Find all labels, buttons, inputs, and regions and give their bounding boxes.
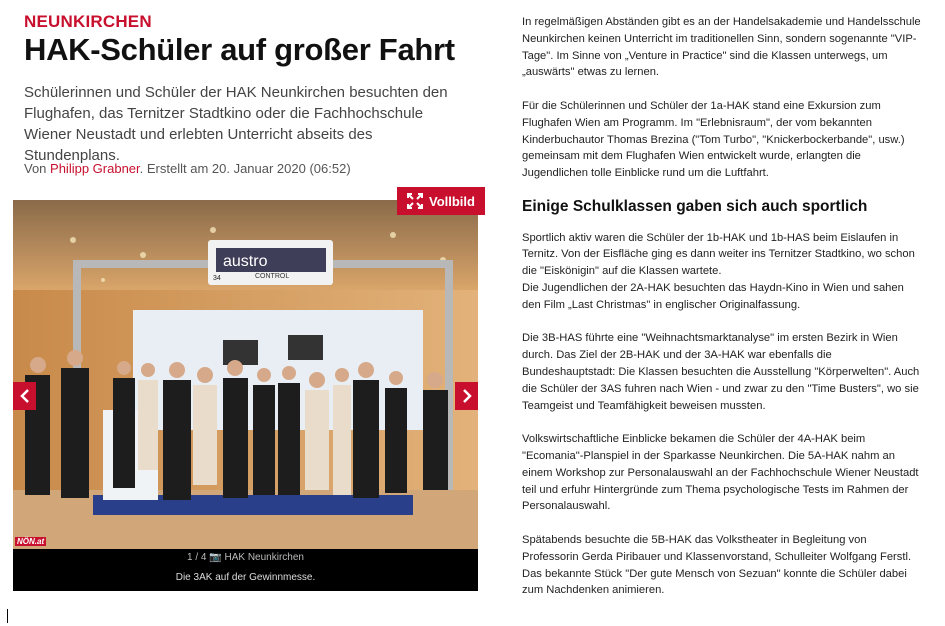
byline-prefix: Von: [24, 161, 51, 176]
gallery-prev-button[interactable]: [13, 382, 36, 410]
booth-sign-sub: CONTROL: [255, 273, 290, 280]
image-gallery: [13, 200, 478, 591]
article-kicker[interactable]: NEUNKIRCHEN: [24, 12, 152, 31]
gallery-photo[interactable]: [13, 200, 478, 549]
fullscreen-label: Vollbild: [429, 193, 475, 209]
body-paragraph: In regelmäßigen Abständen gibt es an der Handelsakademie und Handelsschule Neunkirchen keinen Unterricht im traditionellen Sinn, sondern sogenannte "VIP-Tage". Im Sinne von „Venture in Practice" sind die Klassen unterwegs, um „auswärts" etwas zu lernen.: [522, 16, 921, 79]
group-photo-illustration: [13, 200, 478, 549]
body-text: Die Jugendlichen der 2A-HAK besuchten das Haydn-Kino in Wien und sahen den Film „Last Christmas" in englischer Originalfassung.: [522, 281, 904, 311]
body-text: Sportlich aktiv waren die Schüler der 1b-HAK und 1b-HAS beim Eislaufen in Ternitz. Von der Eisfläche ging es dann weiter ins Ternitzer Stadtkino, wo schon die "Eiskönigin" auf die Klassen wartete.: [522, 231, 915, 278]
body-paragraph: Für die Schülerinnen und Schüler der 1a-HAK stand eine Exkursion zum Flughafen Wien am Programm. Im "Erlebnisraum", der vom bekannten Kinderbuchautor Thomas Brezina ("Tom Turbo", "Knickerbockerbande", usw.) gemeinsam mit dem Flughafen Wien entwickelt wurde, erlangten die Jugendlichen tolle Einblicke rund um die Luftfahrt.: [522, 99, 905, 180]
noen-logo: NÖN.at: [17, 537, 45, 546]
text-cursor: [7, 609, 8, 623]
fullscreen-button[interactable]: [397, 187, 485, 215]
body-paragraph: Spätabends besuchte die 5B-HAK das Volkstheater in Begleitung von Professorin Gerda Piribauer und Klassenvorstand, Schulleiter Wolfgang Ferstl. Das bekannte Stück "Der gute Mensch von Sezuan" konnte die Schüler dabei zum Nachdenken animieren.: [522, 533, 912, 597]
body-paragraph: Die 3B-HAS führte eine "Weihnachtsmarktanalyse" im ersten Bezirk in Wien durch. Das Ziel der 2B-HAK und der 3A-HAK war ebenfalls die Bundeshauptstadt: Die Klassen besuchten die Ausstellung "Körperwelten". Auch die Schüler der 3AS fuhren nach Wien - und zwar zu den "Time Busters", wo sie Teamgeist und Teamfähigkeit beweisen mussten.: [522, 332, 920, 412]
article-headline: HAK-Schüler auf großer Fahrt: [24, 32, 455, 67]
author-link[interactable]: Philipp Grabner: [50, 161, 140, 176]
article-body: [522, 14, 922, 616]
body-paragraph: [522, 230, 922, 314]
photo-credit: HAK Neunkirchen: [224, 552, 304, 563]
gallery-counter-value: 1 / 4: [187, 552, 207, 563]
article-byline: [24, 161, 351, 176]
gallery-caption: Die 3AK auf der Gewinnmesse.: [175, 572, 316, 583]
expand-icon: [407, 193, 423, 209]
booth-number: 34: [213, 275, 221, 282]
body-paragraph: Volkswirtschaftliche Einblicke bekamen die Schüler der 4A-HAK beim "Ecomania"-Planspiel in der Sparkasse Neunkirchen. Die 5A-HAK nahm an einem Workshop zur Personalauswahl an der Fachhochschule Wiener Neustadt teil und erfuhr Hintergründe zum Thema psychologische Tests im Rahmen der Personalauswahl.: [522, 433, 919, 513]
booth-sign: austro: [223, 253, 268, 270]
gallery-next-button[interactable]: [455, 382, 478, 410]
chevron-left-icon: [20, 389, 30, 403]
byline-date: . Erstellt am 20. Januar 2020 (06:52): [139, 161, 351, 176]
gallery-counter: [13, 552, 478, 563]
camera-icon: 📷: [209, 552, 222, 563]
article-lead: Schülerinnen und Schüler der HAK Neunkirchen besuchten den Flughafen, das Ternitzer Stadtkino oder die Fachhochschule Wiener Neustadt und erlebten Unterricht abseits des Stundenplans.: [24, 84, 448, 164]
body-subheading: Einige Schulklassen gaben sich auch sportlich: [522, 197, 868, 215]
chevron-right-icon: [462, 389, 472, 403]
